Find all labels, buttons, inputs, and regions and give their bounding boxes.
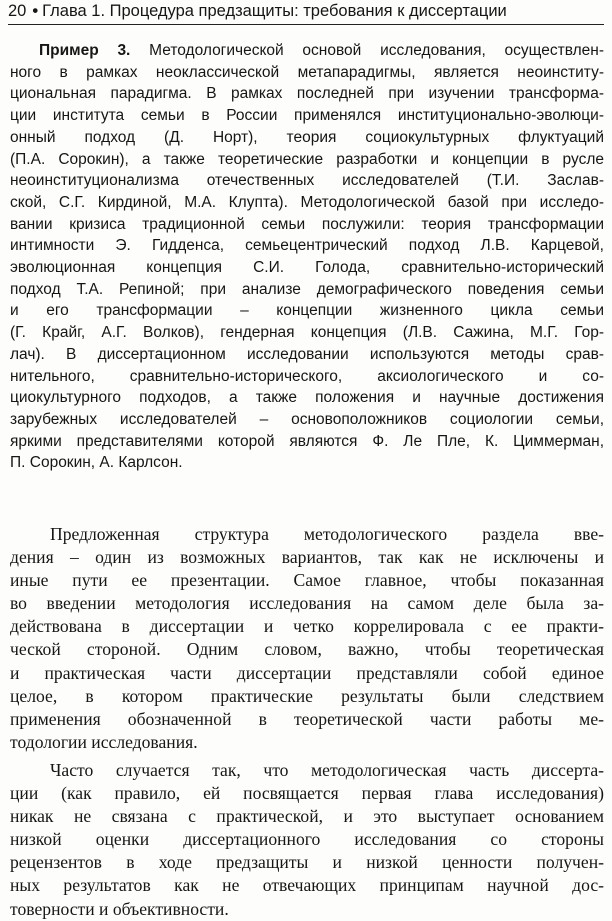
paragraph-line: никак не связана с практической, и это выступает основанием (10, 806, 604, 827)
paragraph-line: рецензентов в ходе предзащиты и низкой ценности получен- (10, 852, 604, 873)
paragraph-line: ции (как правило, ей посвящается первая глава исследования) (10, 783, 604, 804)
example-line: онный подход (Д. Норт), теория социокультурных флуктуаций (10, 128, 604, 146)
paragraph-line: иные пути ее презентации. Самое главное, чтобы показанная (10, 570, 604, 591)
example-line: ции института семьи в России применялся институционально-эволюци- (10, 107, 604, 125)
paragraph-line: действована в диссертации и четко коррелировала с ее практи- (10, 616, 604, 637)
example-line: лач). В диссертационном исследовании используются методы срав- (10, 345, 604, 363)
example-block (10, 40, 604, 474)
example-line: и его трансформации – концепции жизненного цикла семьи (10, 302, 604, 320)
example-line: циокультурного подходов, а также положения и научные достижения (10, 389, 604, 407)
example-line: нительного, сравнительно-исторического, аксиологического и со- (10, 367, 604, 385)
example-line-text: Методологической основой исследования, осуществлен- (130, 42, 604, 59)
main-text (10, 523, 604, 921)
example-line: зарубежных исследователей – основоположников социологии семьи, (10, 410, 604, 428)
running-header (8, 1, 604, 21)
example-line: циональная парадигма. В рамках последней при изучении трансформа- (10, 85, 604, 103)
header-bullet: • (32, 2, 39, 20)
example-line: (Г. Крайг, А.Г. Волков), гендерная концепция (Л.В. Сажина, М.Г. Гор- (10, 324, 604, 342)
paragraph-line: применения обозначенной в теоретической части работы ме- (10, 708, 604, 729)
header-rule (8, 24, 604, 25)
paragraph-line: ных результатов как не отвечающих принципам научной дос- (10, 875, 604, 896)
paragraph-line: товерности и объективности. (10, 898, 229, 919)
paragraph-line: дения – один из возможных вариантов, так как не исключены и (10, 547, 604, 568)
example-line: (П.А. Сорокин), а также теоретические разработки и концепции в русле (10, 150, 604, 168)
paragraph-line: тодологии исследования. (10, 731, 198, 752)
example-lead: Пример 3. (39, 42, 131, 59)
example-line: интимности Э. Гидденса, семьецентрический подход Л.В. Карцевой, (10, 237, 604, 255)
paragraph-line: Часто случается так, что методологическая часть диссерта- (50, 759, 604, 780)
example-line: вании кризиса традиционной семьи послужили: теория трансформации (10, 215, 604, 233)
chapter-title: Глава 1. Процедура предзащиты: требования к диссертации (42, 2, 507, 20)
example-line: эволюционная концепция С.И. Голода, сравнительно-исторический (10, 259, 604, 277)
example-line (10, 40, 604, 62)
example-line: П. Сорокин, А. Карлсон. (10, 454, 183, 472)
example-line: подход Т.А. Репиной; при анализе демографического поведения семьи (10, 280, 604, 298)
paragraph-line: низкой оценки диссертационного исследования со стороны (10, 829, 604, 850)
paragraph-line: во введении методология исследования на самом деле была за- (10, 593, 604, 614)
example-line: ного в рамках неоклассической метапарадигмы, является неоинститу- (10, 63, 604, 81)
page-number: 20 (8, 2, 27, 20)
example-line: ской, С.Г. Кирдиной, М.А. Клупта). Методологической базой при исследо- (10, 193, 604, 211)
paragraph-line: Предложенная структура методологического раздела вве- (50, 524, 604, 544)
paragraph-line: ческой стороной. Одним словом, важно, чтобы теоретическая (10, 639, 604, 660)
example-line: яркими представителями которой являются Ф. Ле Пле, К. Циммерман, (10, 432, 604, 450)
paragraph-line: и практическая части диссертации представляли собой единое (10, 662, 604, 683)
paragraph-line: целое, в котором практические результаты были следствием (10, 685, 604, 706)
example-line: неоинституционализма отечественных исследователей (Т.И. Заслав- (10, 172, 604, 190)
